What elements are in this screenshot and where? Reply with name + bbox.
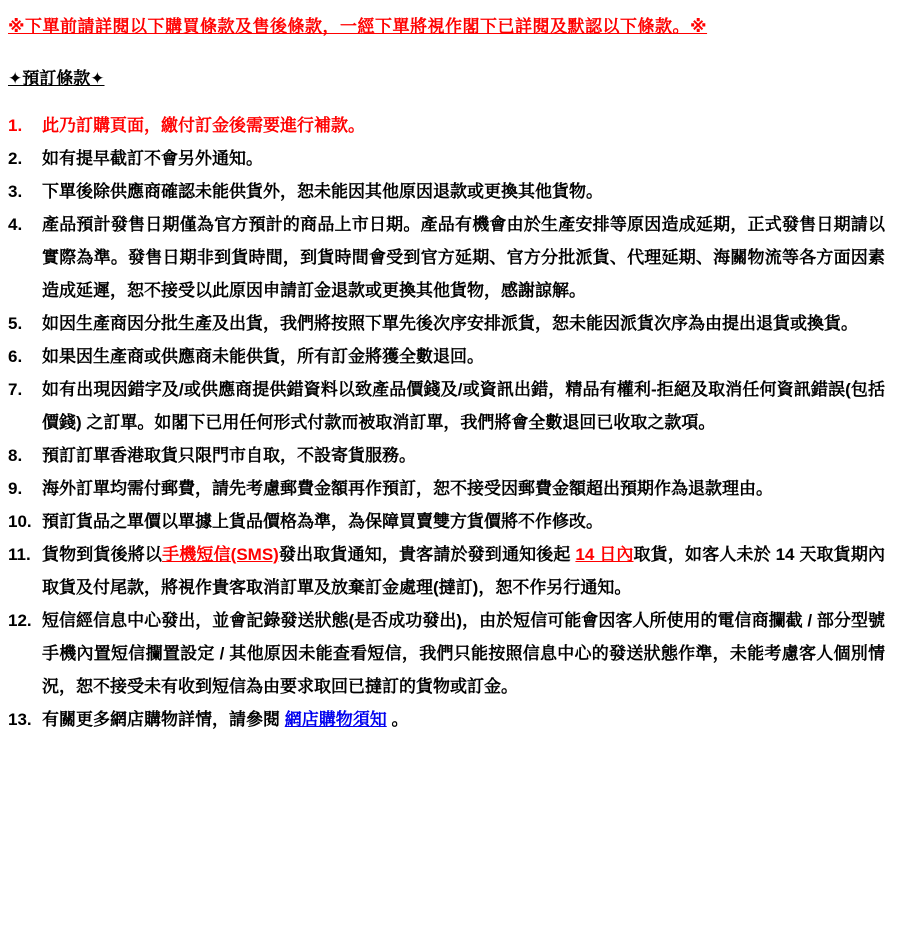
term-item-6 (8, 340, 885, 373)
term-text-segment: 產品預計發售日期僅為官方預計的商品上市日期。產品有機會由於生產安排等原因造成延期，正式發售日期請以實際為準。發售日期非到貨時間，到貨時間會受到官方延期、官方分批派貨、代理延期、海關物流等各方面因素造成延遲，恕不接受以此原因申請訂金退款或更換其他貨物，感謝諒解。 (42, 215, 885, 300)
term-item-9 (8, 472, 885, 505)
term-text-segment: 有關更多網店購物詳情，請參閱 (42, 710, 285, 729)
term-text-segment: 如因生產商因分批生產及出貨，我們將按照下單先後次序安排派貨，恕未能因派貨次序為由提出退貨或換貨。 (42, 314, 858, 333)
term-text-highlight: 14 日內 (575, 545, 634, 564)
term-item-13 (8, 703, 885, 736)
term-text (42, 307, 885, 340)
term-text (42, 703, 885, 736)
term-text-segment: 預訂訂單香港取貨只限門市自取，不設寄貨服務。 (42, 446, 416, 465)
term-item-2 (8, 142, 885, 175)
term-text (42, 142, 885, 175)
term-item-12 (8, 604, 885, 703)
term-text-segment: 。 (386, 710, 409, 729)
term-text-highlight: 手機短信(SMS) (162, 545, 279, 564)
term-text-segment: 海外訂單均需付郵費，請先考慮郵費金額再作預訂，恕不接受因郵費金額超出預期作為退款理由。 (42, 479, 773, 498)
term-text (42, 505, 885, 538)
term-number: 7. (8, 380, 23, 399)
term-number: 10. (8, 512, 32, 531)
term-text-segment: 預訂貨品之單價以單據上貨品價格為準，為保障買賣雙方貨價將不作修改。 (42, 512, 603, 531)
term-number: 2. (8, 149, 23, 168)
term-number: 9. (8, 479, 23, 498)
term-number: 4. (8, 215, 23, 234)
term-text (42, 109, 885, 142)
term-number: 5. (8, 314, 23, 333)
term-number: 3. (8, 182, 23, 201)
term-text (42, 538, 885, 604)
term-number: 12. (8, 611, 32, 630)
term-number: 13. (8, 710, 32, 729)
term-text (42, 340, 885, 373)
term-text-segment: 下單後除供應商確認未能供貨外，恕未能因其他原因退款或更換其他貨物。 (42, 182, 603, 201)
term-number: 6. (8, 347, 23, 366)
term-text-segment: 短信經信息中心發出，並會記錄發送狀態(是否成功發出)，由於短信可能會因客人所使用的電信商攔截 / 部分型號手機內置短信攔置設定 / 其他原因未能查看短信，我們只能按照信息中心的發送狀態作準，未能考慮客人個別情況，恕不接受未有收到短信為由要求取回已撻訂的貨物或訂金。 (42, 611, 885, 696)
term-number: 11. (8, 545, 31, 564)
term-text-segment: 貨物到貨後將以 (42, 545, 163, 564)
term-item-11 (8, 538, 885, 604)
term-text (42, 604, 885, 703)
term-text-segment: 如果因生產商或供應商未能供貨，所有訂金將獲全數退回。 (42, 347, 484, 366)
term-text (42, 439, 885, 472)
term-item-1 (8, 109, 885, 142)
term-text (42, 472, 885, 505)
term-item-5 (8, 307, 885, 340)
term-item-7 (8, 373, 885, 439)
term-text (42, 208, 885, 307)
term-text-segment: 如有出現因錯字及/或供應商提供錯資料以致產品價錢及/或資訊出錯，精品有權利-拒絕及取消任何資訊錯誤(包括價錢) 之訂單。如閣下已用任何形式付款而被取消訂單，我們將會全數退回已收取之款項。 (42, 380, 885, 432)
terms-list (8, 109, 885, 736)
term-text-segment: 取貨，如客人未於 14 天取貨期內取貨及付尾款，將視作貴客取消訂單及放棄訂金處理(撻訂)，恕不作另行通知。 (42, 545, 885, 597)
term-text (42, 373, 885, 439)
term-number: 1. (8, 116, 23, 135)
term-text-red: 此乃訂購頁面，繳付訂金後需要進行補款。 (42, 116, 365, 135)
term-number: 8. (8, 446, 23, 465)
term-item-10 (8, 505, 885, 538)
term-text-segment: 如有提早截訂不會另外通知。 (42, 149, 263, 168)
term-item-3 (8, 175, 885, 208)
store-shopping-guide-link[interactable]: 網店購物須知 (284, 710, 387, 729)
purchase-notice-header: ※下單前請詳閱以下購買條款及售後條款，一經下單將視作閣下已詳閱及默認以下條款。※ (8, 17, 708, 36)
term-item-8 (8, 439, 885, 472)
term-text (42, 175, 885, 208)
term-text-segment: 發出取貨通知，貴客請於發到通知後起 (278, 545, 576, 564)
term-item-4 (8, 208, 885, 307)
section-title-preorder-terms: ✦預訂條款✦ (8, 69, 105, 88)
